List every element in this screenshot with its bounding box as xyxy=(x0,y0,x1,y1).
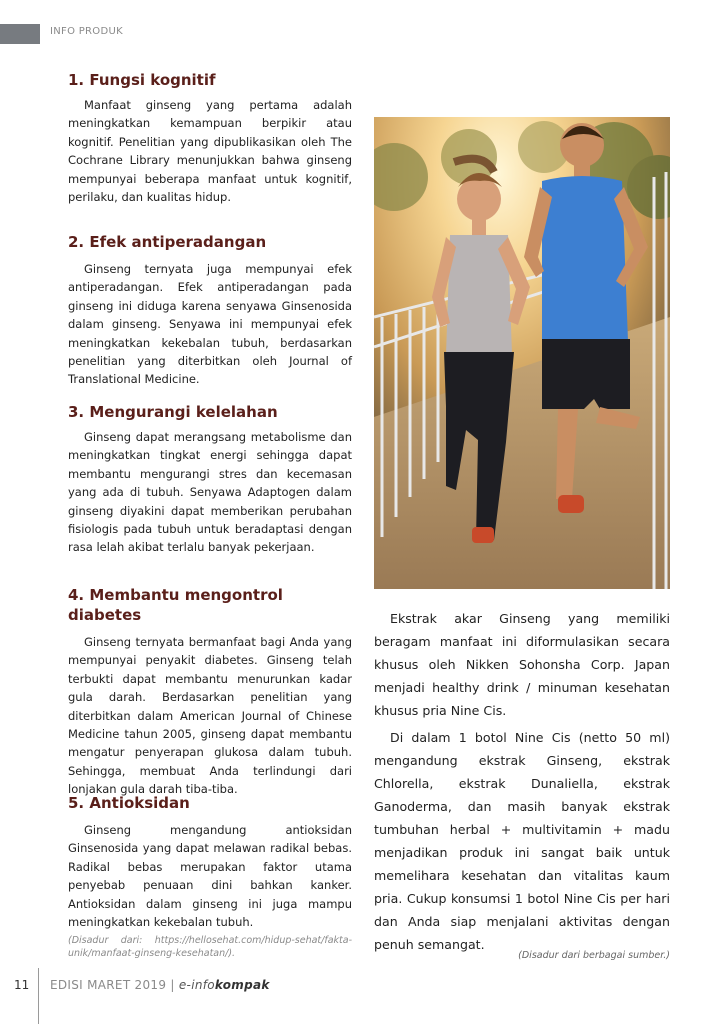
section-anti-inflammatory xyxy=(68,232,352,389)
brand-prefix: e-info xyxy=(178,978,215,992)
section-antioxidant xyxy=(68,793,352,931)
section-title: 5. Antioksidan xyxy=(68,794,190,812)
section-label: INFO PRODUK xyxy=(50,26,123,37)
product-paragraph-1: Ekstrak akar Ginseng yang memiliki beragam manfaat ini diformulasikan secara khusus oleh Nikken Sohonsha Corp. Japan menjadi healthy drink / minuman kesehatan khusus pria Nine Cis. xyxy=(374,611,670,718)
footer-divider xyxy=(38,968,39,1024)
section-body: Manfaat ginseng yang pertama adalah meningkatkan kemampuan berpikir atau kognitif. Penelitian yang dipublikasikan oleh The Cochrane Library menunjukkan bahwa ginseng mempunyai beberapa manfaat untuk kognitif, perilaku, dan kualitas hidup. xyxy=(68,98,352,205)
section-title: 4. Membantu mengontrol diabetes xyxy=(68,586,283,624)
article-right-column xyxy=(374,607,670,956)
brand-suffix: kompak xyxy=(214,978,270,992)
section-body: Ginseng mengandung antioksidan Ginsenosida yang dapat melawan radikal bebas. Radikal bebas merupakan faktor utama penyebab penuaan dini bahkan kanker. Antioksidan dalam ginseng ini juga mampu meningkatkan kekebalan tubuh. xyxy=(68,823,352,930)
source-citation-right: (Disadur dari berbagai sumber.) xyxy=(518,950,670,961)
jogging-couple-photo xyxy=(374,117,670,589)
product-paragraph-2: Di dalam 1 botol Nine Cis (netto 50 ml) mengandung ekstrak Ginseng, ekstrak Chlorella, ekstrak Dunaliella, ekstrak Ganoderma, dan masih banyak ekstrak tumbuhan herbal + multivitamin + madu menjadikan produk ini sangat baik untuk memelihara kesehatan dan vitalitas kaum pria. Cukup konsumsi 1 botol Nine Cis per hari dan Anda siap menjalani aktivitas dengan penuh semangat. xyxy=(374,730,670,952)
section-title: 2. Efek antiperadangan xyxy=(68,233,267,251)
section-diabetes xyxy=(68,585,352,799)
section-title: 1. Fungsi kognitif xyxy=(68,71,216,89)
section-body: Ginseng dapat merangsang metabolisme dan meningkatkan tingkat energi sehingga dapat membantu mengurangi stres dan kecemasan yang ada di tubuh. Senyawa Adaptogen dalam ginseng diyakini dapat memberikan perubahan fisiologis pada tubuh untuk beradaptasi dengan rasa lelah akibat terlalu banyak pekerjaan. xyxy=(68,430,352,555)
edition-text: EDISI MARET 2019 | xyxy=(50,978,179,992)
header-accent-bar xyxy=(0,24,40,44)
section-cognitive xyxy=(68,70,352,206)
section-body: Ginseng ternyata bermanfaat bagi Anda yang mempunyai penyakit diabetes. Ginseng telah terbukti dapat membantu menurunkan kadar gula darah. Berdasarkan penelitian yang diterbitkan dalam American Journal of Chinese Medicine tahun 2005, ginseng dapat membantu mengatur penyerapan glukosa dalam tubuh. Sehingga, membuat Anda terlindungi dari lonjakan gula darah tiba-tiba. xyxy=(68,635,352,797)
section-body: Ginseng ternyata juga mempunyai efek antiperadangan. Efek antiperadangan pada ginseng ini diduga karena senyawa Ginsenosida dalam ginseng. Senyawa ini mempunyai efek meningkatkan kekebalan tubuh, berdasarkan penelitian yang diterbitkan oleh Journal of Translational Medicine. xyxy=(68,262,352,387)
section-fatigue xyxy=(68,402,352,557)
source-citation-left: (Disadur dari: https://hellosehat.com/hidup-sehat/fakta-unik/manfaat-ginseng-kesehatan/). xyxy=(68,935,352,959)
page-number: 11 xyxy=(14,978,30,992)
section-title: 3. Mengurangi kelelahan xyxy=(68,403,278,421)
footer-edition xyxy=(50,978,270,992)
